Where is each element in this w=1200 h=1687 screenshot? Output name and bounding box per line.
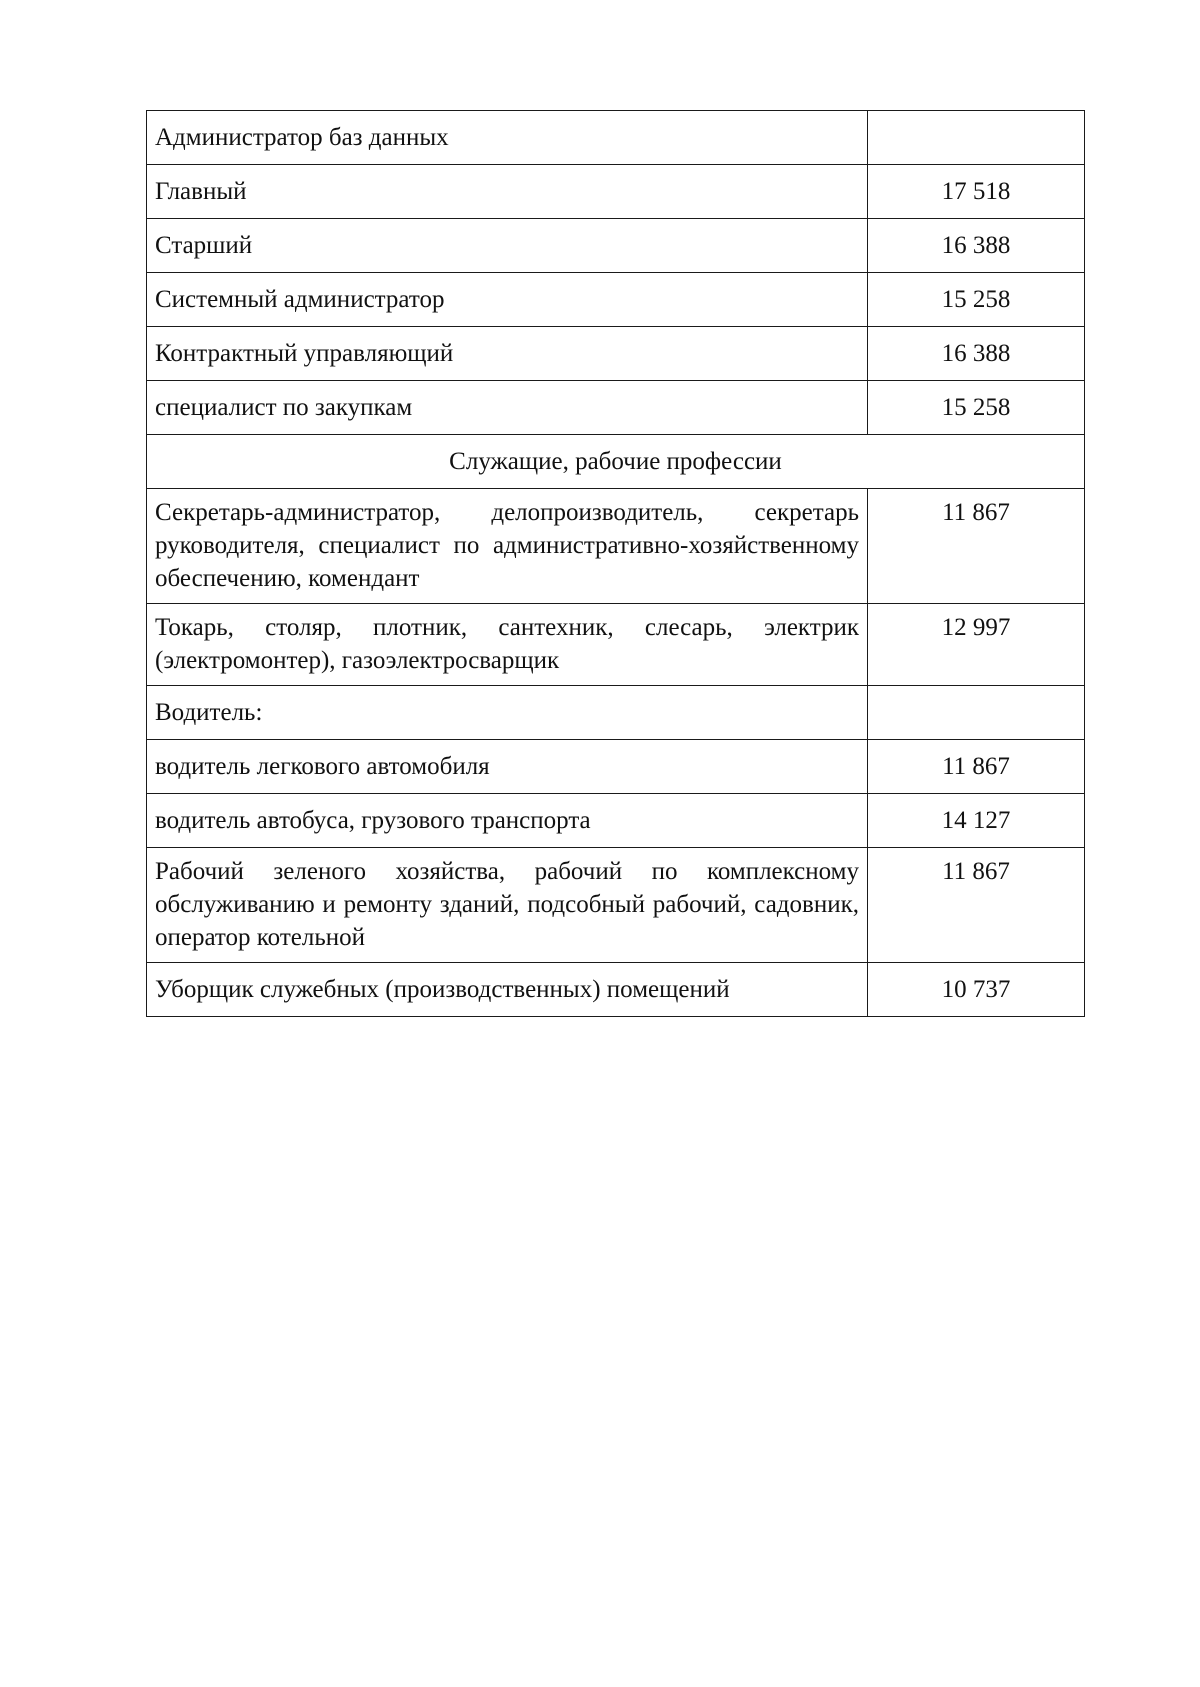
position-name: водитель легкового автомобиля: [147, 740, 868, 794]
salary-value: [868, 686, 1085, 740]
salary-value: 11 867: [868, 740, 1085, 794]
section-header: Служащие, рабочие профессии: [147, 435, 1085, 489]
table-row: [147, 686, 1085, 740]
table-row: [147, 219, 1085, 273]
position-name: Уборщик служебных (производственных) помещений: [147, 963, 868, 1017]
position-name: Администратор баз данных: [147, 111, 868, 165]
table-row: [147, 604, 1085, 686]
salary-value: 16 388: [868, 219, 1085, 273]
position-name: Секретарь-администратор, делопроизводитель, секретарь руководителя, специалист по административно-хозяйственному обеспечению, комендант: [147, 489, 868, 604]
table-row: [147, 327, 1085, 381]
table-row: [147, 273, 1085, 327]
position-name: Рабочий зеленого хозяйства, рабочий по комплексному обслуживанию и ремонту зданий, подсобный рабочий, садовник, оператор котельной: [147, 848, 868, 963]
salary-value: [868, 111, 1085, 165]
position-name: Водитель:: [147, 686, 868, 740]
salary-value: 15 258: [868, 273, 1085, 327]
table-row: [147, 111, 1085, 165]
salary-value: 11 867: [868, 848, 1085, 963]
position-name: Старший: [147, 219, 868, 273]
table-row: [147, 165, 1085, 219]
table-row: [147, 848, 1085, 963]
salary-value: 11 867: [868, 489, 1085, 604]
salary-value: 15 258: [868, 381, 1085, 435]
table-row: [147, 489, 1085, 604]
position-name: Токарь, столяр, плотник, сантехник, слесарь, электрик (электромонтер), газоэлектросварщик: [147, 604, 868, 686]
salary-value: 17 518: [868, 165, 1085, 219]
position-name: водитель автобуса, грузового транспорта: [147, 794, 868, 848]
salary-table: [146, 110, 1085, 1017]
position-name: специалист по закупкам: [147, 381, 868, 435]
table-row: [147, 963, 1085, 1017]
section-header-row: [147, 435, 1085, 489]
table-row: [147, 740, 1085, 794]
position-name: Системный администратор: [147, 273, 868, 327]
salary-value: 10 737: [868, 963, 1085, 1017]
table-row: [147, 794, 1085, 848]
table-row: [147, 381, 1085, 435]
position-name: Главный: [147, 165, 868, 219]
salary-value: 14 127: [868, 794, 1085, 848]
salary-value: 12 997: [868, 604, 1085, 686]
position-name: Контрактный управляющий: [147, 327, 868, 381]
salary-value: 16 388: [868, 327, 1085, 381]
